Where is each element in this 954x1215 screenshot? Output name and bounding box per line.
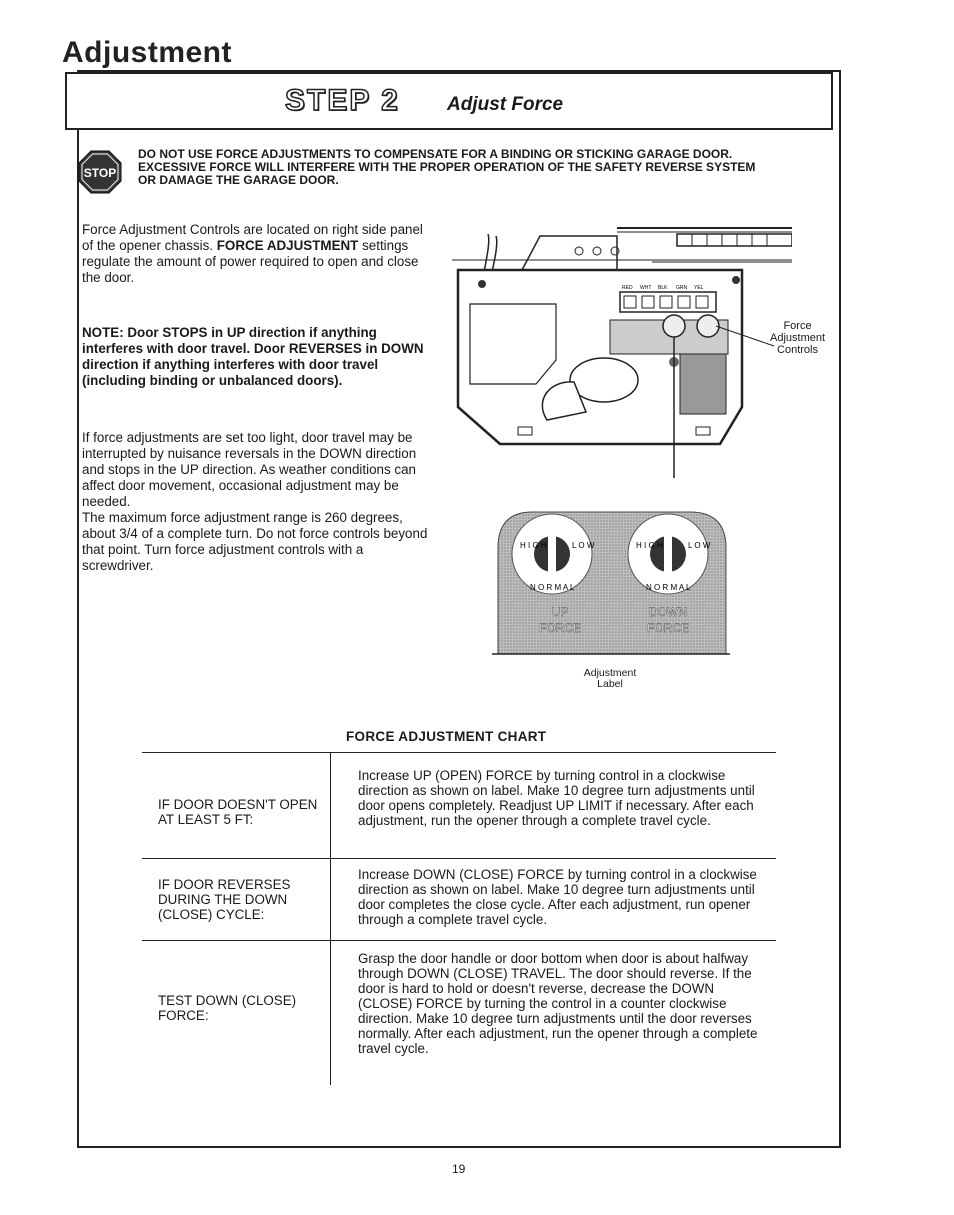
left-dial-high: H I G H xyxy=(520,541,547,550)
left-dial-low: L O W xyxy=(572,541,595,550)
terminal-label-red: RED xyxy=(622,285,633,291)
warning-text xyxy=(138,148,828,187)
chart-divider xyxy=(330,752,331,1085)
intro-paragraph xyxy=(82,222,432,286)
stop-sign-text: STOP xyxy=(83,166,117,180)
right-dial-low: L O W xyxy=(688,541,711,550)
chart-title: FORCE ADJUSTMENT CHART xyxy=(346,729,547,744)
chart-rule-2 xyxy=(142,940,776,941)
terminal-label-blk: BLK xyxy=(658,285,668,291)
callout-line-1: Force xyxy=(783,320,812,332)
callout-line-3: Controls xyxy=(777,344,818,356)
force-light-paragraph: If force adjustments are set too light, door travel may be interrupted by nuisance reversals in the DOWN direction and stops in the UP direction. As weather conditions can affect door movement, occasional adjustment may be needed. xyxy=(82,430,417,509)
note-paragraph: NOTE: Door STOPS in UP direction if anything interferes with door travel. Door REVERSES in DOWN direction if anything interferes with door travel (including binding or unbalanced doors). xyxy=(82,325,424,388)
stop-sign-icon xyxy=(78,150,122,194)
chart-condition-3: TEST DOWN (CLOSE) FORCE: xyxy=(158,993,297,1023)
up-force-line1: UP xyxy=(551,605,569,619)
adjustment-label-illustration xyxy=(492,508,730,658)
chart-condition-2: IF DOOR REVERSES DURING THE DOWN (CLOSE) CYCLE: xyxy=(158,877,291,922)
terminal-label-wht: WHT xyxy=(640,285,652,291)
caption-line-2: Label xyxy=(597,678,623,690)
warning-line-3: OR DAMAGE THE GARAGE DOOR. xyxy=(138,173,339,187)
down-force-line2: FORCE xyxy=(647,621,689,635)
warning-line-2: EXCESSIVE FORCE WILL INTERFERE WITH THE PROPER OPERATION OF THE SAFETY REVERSE SYSTEM xyxy=(138,160,756,174)
force-adjustment-callout xyxy=(770,320,825,356)
chart-action-1: Increase UP (OPEN) FORCE by turning control in a clockwise direction as shown on label. Make 10 degree turn adjustments until door opens completely. Readjust UP LIMIT if necessary. After each adjustment, run the opener through a complete travel cycle. xyxy=(358,768,755,828)
chart-rule-top xyxy=(142,752,776,753)
terminal-label-grn: GRN xyxy=(676,285,688,291)
step-label: STEP 2 xyxy=(285,84,400,117)
down-force-line1: DOWN xyxy=(649,605,687,619)
caption-line-1: Adjustment xyxy=(583,667,637,679)
callout-line-2: Adjustment xyxy=(770,332,826,344)
max-range-paragraph: The maximum force adjustment range is 260 degrees, about 3/4 of a complete turn. Do not force controls beyond that point. Turn force adjustment controls with a screwdriver. xyxy=(82,510,428,573)
section-title: Adjustment xyxy=(62,36,232,69)
page-number: 19 xyxy=(452,1162,466,1176)
left-dial-normal: N O R M A L xyxy=(530,583,575,592)
step-subtitle: Adjust Force xyxy=(447,94,564,115)
adjustment-label-caption xyxy=(570,668,650,690)
chart-rule-1 xyxy=(142,858,776,859)
chart-action-2: Increase DOWN (CLOSE) FORCE by turning control in a clockwise direction as shown on label. Make 10 degree turn adjustments until door completes the close cycle. After each adjustment, run opener through a complete travel cycle. xyxy=(358,867,757,927)
terminal-label-yel: YEL xyxy=(694,285,704,291)
chart-action-3: Grasp the door handle or door bottom when door is about halfway through DOWN (CLOSE) TRAVEL. The door should reverse. If the door is hard to hold or doesn't reverse, decrease the DOWN (CLOSE) FORCE by turning the control in a counter clockwise direction. Make 10 degree turn adjustments until the door reverses normally. After each adjustment, run the opener through a complete travel cycle. xyxy=(358,951,758,1056)
up-force-line2: FORCE xyxy=(539,621,581,635)
chart-condition-1: IF DOOR DOESN'T OPEN AT LEAST 5 FT: xyxy=(158,797,318,827)
warning-line-1: DO NOT USE FORCE ADJUSTMENTS TO COMPENSATE FOR A BINDING OR STICKING GARAGE DOOR. xyxy=(138,147,733,161)
intro-text-b: settings regulate the amount of power required to open and close the door. xyxy=(82,238,419,285)
intro-text-a: Force Adjustment Controls are located on right side panel of the opener chassis. xyxy=(82,222,423,253)
right-dial-high: H I G H xyxy=(636,541,663,550)
right-dial-normal: N O R M A L xyxy=(646,583,691,592)
intro-bold: FORCE ADJUSTMENT xyxy=(216,238,359,253)
opener-chassis-diagram xyxy=(452,222,792,478)
